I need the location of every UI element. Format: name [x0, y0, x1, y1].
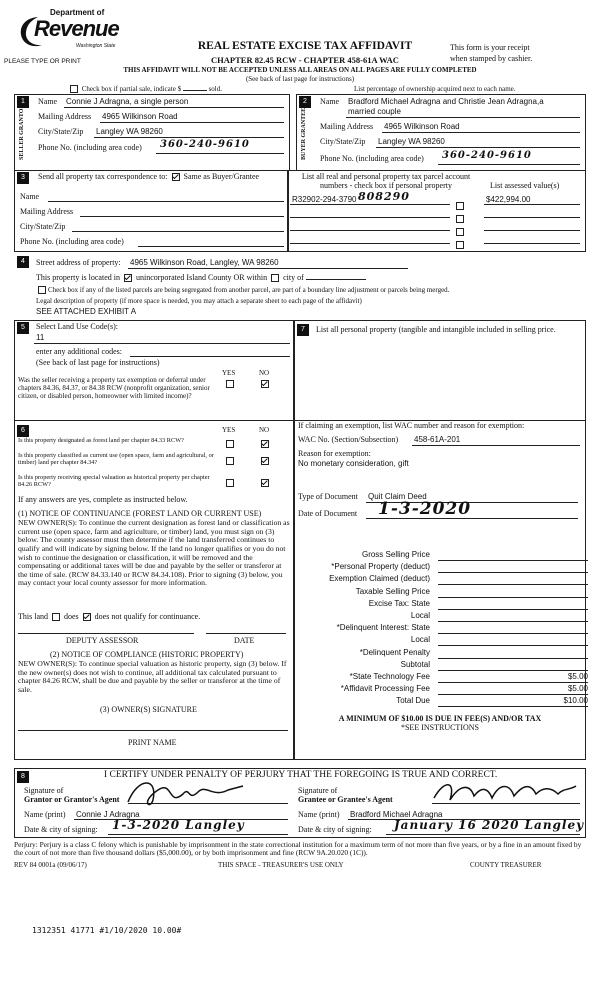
- fee-value[interactable]: [438, 611, 588, 622]
- exemption-question: Was the seller receiving a property tax exemption or deferral under chapters 84.36, 84.37, or 84.38 RCW (nonprofit organization, senior citizen, or disabled person, homeowner with limited income)?: [18, 376, 210, 400]
- doc-date-label: Date of Document: [298, 509, 358, 518]
- s1-phone-label: Phone No. (including area code): [38, 143, 142, 152]
- section-3-number: 3: [17, 172, 29, 184]
- grantee-sig-label1: Signature of: [298, 786, 338, 795]
- form-chapters: CHAPTER 82.45 RCW - CHAPTER 458-61A WAC: [211, 55, 399, 65]
- section-1-number: 1: [17, 96, 29, 108]
- s2-name-label: Name: [320, 97, 340, 106]
- partial-sale-row: [68, 85, 222, 93]
- parcel-header1: List all real and personal property tax parcel account: [301, 172, 471, 181]
- notice-continuance-title: (1) NOTICE OF CONTINUANCE (FOREST LAND OR CURRENT USE): [18, 509, 262, 518]
- county-treasurer: COUNTY TREASURER: [470, 861, 542, 869]
- seller-phone[interactable]: 360-240-9610: [160, 139, 250, 150]
- partial-sale-checkbox[interactable]: [70, 85, 78, 93]
- fee-label: Taxable Selling Price: [355, 586, 430, 596]
- fee-row: [300, 672, 590, 683]
- land-qualify-row: [18, 612, 200, 621]
- land-use-code[interactable]: 11: [36, 333, 45, 342]
- section-5-number: 5: [17, 322, 29, 334]
- receipt-line2: when stamped by cashier.: [450, 54, 533, 63]
- section-5-land-use: [14, 320, 294, 420]
- grantee-name-label: Name (print): [298, 810, 340, 819]
- s2-city-label: City/State/Zip: [320, 137, 366, 146]
- does-not-label: does not: [94, 612, 122, 621]
- sold-label: sold.: [208, 85, 222, 93]
- section-4-number: 4: [17, 256, 29, 268]
- buyer-city-state-zip[interactable]: Langley WA 98260: [378, 137, 445, 146]
- wac-label: WAC No. (Section/Subsection): [298, 435, 399, 444]
- s2-phone-label: Phone No. (including area code): [320, 154, 424, 163]
- seller-grantor-tag: SELLER GRANTOR: [19, 104, 25, 160]
- fee-value[interactable]: $5.00: [438, 672, 588, 683]
- fee-value[interactable]: [438, 587, 588, 598]
- city-checkbox[interactable]: [271, 274, 279, 282]
- seller-name[interactable]: Connie J Adragna, a single person: [66, 97, 189, 106]
- fee-value[interactable]: [438, 574, 588, 585]
- assessed-header: List assessed value(s): [490, 181, 560, 190]
- s5-yes-header: YES: [222, 369, 236, 377]
- segregated-label: Check box if any of the listed parcels are being segregated from another parcel, are part of a boundary line adjustment or parcels being merged.: [48, 286, 450, 294]
- fee-label: *State Technology Fee: [349, 672, 430, 681]
- wac-number[interactable]: 458-61A-201: [414, 435, 461, 444]
- fee-label: *Affidavit Processing Fee: [340, 684, 430, 694]
- doc-type-label: Type of Document: [298, 492, 358, 501]
- fee-value[interactable]: [438, 550, 588, 561]
- fee-row: [300, 562, 590, 573]
- certify-statement: I CERTIFY UNDER PENALTY OF PERJURY THAT THE FOREGOING IS TRUE AND CORRECT.: [104, 770, 498, 780]
- section-2-number: 2: [299, 96, 311, 108]
- buyer-name-line2[interactable]: married couple: [348, 107, 401, 116]
- any-yes-note: If any answers are yes, complete as instructed below.: [18, 495, 188, 504]
- print-name-label: PRINT NAME: [128, 738, 177, 747]
- document-type[interactable]: Quit Claim Deed: [368, 492, 427, 501]
- fee-value[interactable]: [438, 599, 588, 610]
- s1-mail-label: Mailing Address: [38, 112, 92, 121]
- fee-label: Total Due: [396, 696, 430, 706]
- grantor-date-label: Date & city of signing:: [24, 825, 98, 834]
- fee-value[interactable]: [438, 562, 588, 573]
- fee-label: Gross Selling Price: [361, 550, 430, 559]
- property-street-address[interactable]: 4965 Wilkinson Road, Langley, WA 98260: [130, 258, 279, 267]
- fee-value[interactable]: $10.00: [438, 696, 588, 707]
- fee-label: Local: [410, 635, 430, 645]
- section-8-number: 8: [17, 771, 29, 783]
- city-of-label: city of: [283, 273, 304, 282]
- grantee-date-label: Date & city of signing:: [298, 825, 372, 834]
- fee-row: [300, 660, 590, 671]
- fee-value[interactable]: [438, 648, 588, 659]
- parcel-handwritten-1: 808290: [358, 190, 410, 203]
- fee-row: [300, 684, 590, 695]
- located-row: [36, 273, 366, 282]
- legal-description-value[interactable]: SEE ATTACHED EXHIBIT A: [36, 307, 137, 316]
- additional-codes-label: enter any additional codes:: [36, 347, 122, 356]
- forest-yes-checkbox[interactable]: [226, 440, 234, 448]
- section-7-number: 7: [297, 324, 309, 336]
- personal-property-checkbox-4[interactable]: [456, 241, 464, 249]
- deputy-assessor-label: DEPUTY ASSESSOR: [66, 636, 139, 645]
- fee-label: *Personal Property (deduct): [331, 562, 430, 572]
- same-as-buyer-checkbox[interactable]: [172, 173, 180, 181]
- fee-value[interactable]: [438, 623, 588, 634]
- fee-row: [300, 611, 590, 622]
- fee-row: [300, 550, 590, 561]
- grantor-printed-name[interactable]: Connie J Adragna: [76, 810, 140, 819]
- fee-row: [300, 574, 590, 585]
- s5-see-back: (See back of last page for instructions): [36, 358, 160, 367]
- logo-dept: Department of: [50, 8, 105, 17]
- fee-row: [300, 635, 590, 646]
- notice-continuance-text: NEW OWNER(S): To continue the current designation as forest land or classification as current use (open space, farm and agriculture, or timber) land, you must sign on (3) below. The county assessor must then determine if the land transferred continues to qualify and will indicate by signing below. If the land no longer qualifies or you do not wish to continue the designation or classification, it will be removed and the compensating or additional taxes will be due and payable by the seller or transferor at the time of sale. (RCW 84.33.140 or RCW 84.34.108). Prior to signing (3) below, you may contact your local county assessor for more information.: [18, 518, 290, 588]
- s3-mail-label: Mailing Address: [20, 207, 74, 216]
- grantor-date-city[interactable]: 1-3-2020 Langley: [112, 818, 245, 832]
- recording-stamp: 1312351 41771 #1/10/2020 10.00#: [32, 926, 182, 935]
- s5-no-header: NO: [259, 369, 270, 377]
- logo-name: Revenue: [34, 16, 119, 41]
- historical-question: Is this property receiving special valuation as historical property per chapter 84.26 RCW?: [18, 474, 210, 489]
- grantee-date-city[interactable]: January 16 2020 Langley: [394, 818, 585, 832]
- fee-label: Subtotal: [400, 659, 430, 669]
- qualify-label: qualify for continuance.: [123, 612, 201, 621]
- send-correspondence-label: Send all property tax correspondence to:: [38, 172, 168, 181]
- fee-row: [300, 623, 590, 634]
- owner-signature-label: (3) OWNER(S) SIGNATURE: [100, 705, 197, 714]
- please-type: PLEASE TYPE OR PRINT: [4, 58, 81, 65]
- reason-label: Reason for exemption:: [298, 449, 371, 458]
- fee-row: [300, 648, 590, 659]
- current-use-no-checkbox[interactable]: [261, 457, 269, 465]
- s5-no-checkbox[interactable]: [261, 380, 269, 388]
- s1-name-label: Name: [38, 97, 58, 106]
- unincorporated-checkbox[interactable]: [124, 274, 132, 282]
- grantor-sig-label2: Grantor or Grantor's Agent: [24, 795, 120, 804]
- fee-label: Local: [410, 611, 430, 620]
- forest-no-checkbox[interactable]: [261, 440, 269, 448]
- fee-value[interactable]: $5.00: [438, 684, 588, 695]
- see-back-text: (See back of last page for instructions): [245, 75, 355, 83]
- exemption-reason[interactable]: No monetary consideration, gift: [298, 459, 409, 468]
- revenue-logo: [14, 8, 124, 56]
- s6-no-header: NO: [259, 426, 270, 434]
- located-label: This property is located in: [36, 273, 120, 282]
- fee-row: [300, 696, 590, 707]
- buyer-phone[interactable]: 360-240-9610: [442, 150, 532, 161]
- perjury-statement: Perjury: Perjury is a class C felony which is punishable by imprisonment in the state correctional institution for a maximum term of not more than five years, or by a fine in an amount fixed by the court of not more than five thousand dollars ($5,000.00), or by both imprisonment and fine (RCW 9A.20.020 (1C)).: [14, 840, 582, 858]
- section-7-personal-property: [294, 320, 586, 420]
- seller-mailing-address[interactable]: 4965 Wilkinson Road: [102, 112, 178, 121]
- parcel-header2: numbers - check box if personal property: [320, 181, 452, 190]
- segregated-checkbox[interactable]: [38, 286, 46, 294]
- assessed-value-1[interactable]: $422,994.00: [486, 195, 531, 204]
- section-6-number: 6: [17, 425, 29, 437]
- street-address-label: Street address of property:: [36, 258, 121, 267]
- current-use-question: Is this property classified as current use (open space, farm and agricultural, or timber) land per chapter 84.34?: [18, 452, 214, 467]
- fee-label: *Delinquent Penalty: [359, 647, 430, 657]
- ownership-note: List percentage of ownership acquired next to each name.: [354, 85, 516, 93]
- buyer-name-line1[interactable]: Bradford Michael Adragna and Christie Jean Adragna,a: [348, 97, 544, 106]
- logo-state: Washington State: [76, 43, 116, 49]
- historical-no-checkbox[interactable]: [261, 479, 269, 487]
- notice-compliance-text: NEW OWNER(S): To continue special valuation as historic property, sign (3) below. If the new owner(s) does not wish to continue, all additional tax calculated pursuant to chapter 84.26 RCW, shall be due and payable by the seller or transferor at the time of sale.: [18, 659, 287, 694]
- fee-row: [300, 587, 590, 598]
- see-instructions-note: *SEE INSTRUCTIONS: [400, 723, 479, 732]
- this-land-label: This land: [18, 612, 48, 621]
- parcel-number-1[interactable]: R32902-294-3790: [292, 195, 357, 204]
- fee-row: [300, 599, 590, 610]
- does-label: does: [64, 612, 79, 621]
- deputy-date-label: DATE: [234, 636, 255, 645]
- warning-text: THIS AFFIDAVIT WILL NOT BE ACCEPTED UNLESS ALL AREAS ON ALL PAGES ARE FULLY COMPLETED: [123, 66, 477, 74]
- s3-name-label: Name: [20, 192, 40, 201]
- does-checkbox[interactable]: [52, 613, 60, 621]
- segregated-row: [36, 286, 591, 294]
- fee-label: Exemption Claimed (deduct): [329, 574, 430, 584]
- rev-number: REV 84 0001a (09/06/17): [14, 861, 87, 869]
- fee-value[interactable]: [438, 660, 588, 671]
- fee-value[interactable]: [438, 635, 588, 646]
- does-not-checkbox[interactable]: [83, 613, 91, 621]
- correspondence-row: [38, 172, 259, 181]
- personal-property-label: List all personal property (tangible and intangible included in selling price.: [316, 325, 556, 334]
- notice-compliance-title: (2) NOTICE OF COMPLIANCE (HISTORIC PROPERTY): [50, 650, 244, 659]
- forest-land-question: Is this property designated as forest land per chapter 84.33 RCW?: [18, 437, 184, 444]
- minimum-fee-note: A MINIMUM OF $10.00 IS DUE IN FEE(S) AND/OR TAX: [338, 714, 542, 723]
- document-date[interactable]: 1-3-2020: [378, 499, 472, 519]
- grantee-printed-name[interactable]: Bradford Michael Adragna: [350, 810, 443, 819]
- receipt-line1: This form is your receipt: [450, 43, 530, 52]
- buyer-mailing-address[interactable]: 4965 Wilkinson Road: [384, 122, 460, 131]
- current-use-yes-checkbox[interactable]: [226, 457, 234, 465]
- legal-description-label: Legal description of property (if more space is needed, you may attach a separate sheet to each page of the affidavit): [36, 297, 362, 305]
- historical-yes-checkbox[interactable]: [226, 479, 234, 487]
- land-use-label: Select Land Use Code(s):: [36, 322, 118, 331]
- fee-label: *Delinquent Interest: State: [336, 623, 430, 633]
- form-title: REAL ESTATE EXCISE TAX AFFIDAVIT: [197, 40, 413, 52]
- same-as-buyer-label: Same as Buyer/Grantee: [183, 172, 260, 181]
- buyer-grantee-tag: BUYER GRANTEE: [301, 107, 307, 160]
- s2-mail-label: Mailing Address: [320, 122, 374, 131]
- partial-sale-label: Check box if partial sale, indicate $: [81, 85, 182, 93]
- s3-city-label: City/State/Zip: [20, 222, 66, 231]
- grantor-name-label: Name (print): [24, 810, 66, 819]
- s6-yes-header: YES: [222, 426, 236, 434]
- grantor-sig-label1: Signature of: [24, 786, 64, 795]
- exemption-claim-label: If claiming an exemption, list WAC number and reason for exemption:: [298, 421, 525, 430]
- fee-label: Excise Tax: State: [368, 598, 430, 608]
- seller-city-state-zip[interactable]: Langley WA 98260: [96, 127, 163, 136]
- grantee-sig-label2: Grantee or Grantee's Agent: [298, 795, 393, 804]
- treasurer-space: THIS SPACE - TREASURER'S USE ONLY: [218, 861, 344, 869]
- s3-phone-label: Phone No. (including area code): [20, 237, 124, 246]
- s1-city-label: City/State/Zip: [38, 127, 84, 136]
- s5-yes-checkbox[interactable]: [226, 380, 234, 388]
- unincorporated-label: unincorporated Island County OR within: [135, 273, 268, 282]
